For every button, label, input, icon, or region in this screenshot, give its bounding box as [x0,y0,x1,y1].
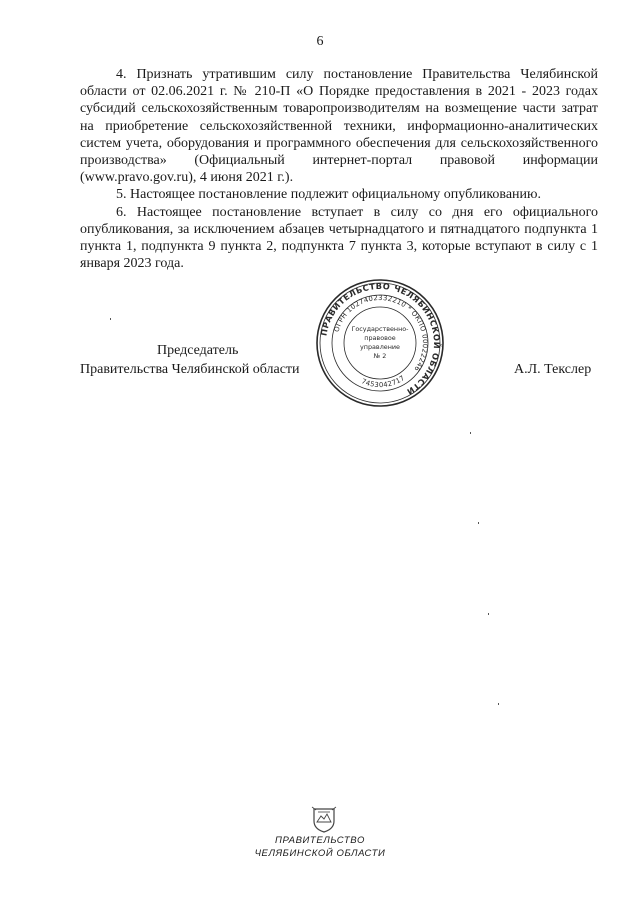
seal-center-line1: Государственно- [351,325,409,333]
paragraph-5: 5. Настоящее постановление подлежит официальному опубликованию. [116,187,541,203]
seal-numbers-text: ОГРН 1027402332210 * ОКПО 00022246 [332,293,430,373]
scan-speck [488,613,489,615]
scan-speck [498,703,499,705]
seal-inn-text: 7453042717 [360,374,407,390]
scan-speck [478,522,479,524]
footer-org-line2: ЧЕЛЯБИНСКОЙ ОБЛАСТИ [254,848,386,859]
scan-speck [470,432,471,434]
seal-center-line3: управление [360,343,400,351]
signatory-title-line1: Председатель [157,343,239,358]
seal-outer-text: ПРАВИТЕЛЬСТВО ЧЕЛЯБИНСКОЙ ОБЛАСТИ [318,280,443,398]
seal-center-line2: правовое [364,334,396,342]
seal-center-line4: № 2 [373,352,387,360]
coat-of-arms-icon [311,805,337,833]
signatory-title-line2: Правительства Челябинской области [80,362,300,377]
document-body [80,66,598,272]
signatory-name: А.Л. Текслер [514,362,592,377]
paragraph-4: 4. Признать утратившим силу постановление Правительства Челябинской области от 02.06.2021 г. № 210-П «О Порядке предоставления в 2021 - 2023 годах субсидий сельскохозяйственным товаропроизводителям на возмещение части затрат на приобретение сельскохозяйственной техники, информационно-аналитических систем учета, оборудования и программного обеспечения для сельскохозяйственного производства» (Официальный интернет-портал правовой информации (www.pravo.gov.ru), 4 июня 2021 г.). [80,67,598,186]
footer-org-line1: ПРАВИТЕЛЬСТВО [274,835,366,846]
scan-speck [110,318,111,320]
paragraph-6: 6. Настоящее постановление вступает в силу со дня его официального опубликования, за исключением абзацев четырнадцатого и пятнадцатого подпункта 1 пункта 1, подпункта 9 пункта 2, подпункта 7 пункта 3, которые вступают в силу с 1 января 2023 года. [80,204,598,272]
page-number: 6 [316,34,324,49]
official-seal [315,278,445,408]
